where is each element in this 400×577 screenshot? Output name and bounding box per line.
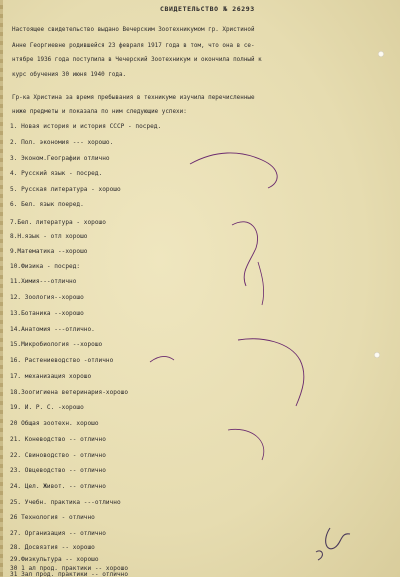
subject-line: 3. Эконом.Географии отлично: [10, 155, 110, 162]
pen-stroke: [258, 262, 264, 305]
pen-stroke: [232, 222, 258, 286]
intro-line: Настоящее свидетельство выдано Вечерским Зоотехникумом гр. Христиной: [12, 27, 255, 33]
intro-line: ниже предметы и показала по ним следующие успехи:: [12, 109, 187, 115]
subject-line: 15.Микробиология --хорошо: [10, 341, 103, 348]
intro-line: нтябре 1936 года поступила в Чечерский Зоотехникум и окончила полный к: [12, 57, 262, 63]
punch-hole: [378, 51, 384, 57]
subject-line: 1. Новая история и история СССР - посред.: [10, 123, 162, 130]
subject-line: 30 1 ал прод. практики -- хорошо: [10, 565, 129, 572]
pen-stroke: [150, 356, 174, 362]
subject-line: 17. механизация хорошо: [10, 373, 92, 380]
document-title: СВИДЕТЕЛЬСТВО № 26293: [160, 5, 255, 13]
subject-line: 31 Зал прод. практики -- отлично: [10, 571, 129, 577]
subject-line: 14.Анатомия ---отлично.: [10, 326, 95, 333]
subject-line: 20 Общая зоотехн. хорошо: [10, 420, 99, 427]
subject-line: 10.Физика - посред:: [10, 263, 81, 270]
subject-line: 9.Математика --хорошо: [10, 248, 88, 255]
subject-line: 24. Цел. Живот. -- отлично: [10, 483, 106, 490]
subject-line: 5. Русская литература - хорошо: [10, 186, 121, 193]
punch-hole: [374, 352, 380, 358]
subject-line: 26 Технология - отлично: [10, 514, 95, 521]
subject-line: 8.Н.язык - отл хорошо: [10, 233, 88, 240]
subject-line: 18.Зоогигиена ветеринария-хорошо: [10, 389, 129, 396]
pen-stroke: [190, 153, 277, 188]
subject-line: 25. Учебн. практика ---отлично: [10, 499, 121, 506]
torn-left-edge: [0, 0, 3, 577]
pen-stroke: [326, 528, 350, 549]
subject-line: 7.Бел. литература - хорошо: [10, 219, 106, 226]
subject-line: 23. Овцеводство -- отлично: [10, 467, 106, 474]
intro-line: курс обучения 30 июня 1940 года.: [12, 72, 127, 78]
subject-line: 12. Зоология--хорошо: [10, 294, 84, 301]
subject-line: 13.Ботаника --хорошо: [10, 310, 84, 317]
pen-stroke: [228, 429, 264, 460]
subject-line: 11.Химия---отлично: [10, 278, 77, 285]
subject-line: 28. Досвязтия -- хорошо: [10, 544, 95, 551]
pen-stroke: [316, 551, 322, 560]
subject-line: 2. Пол. экономия --- хорошо.: [10, 139, 114, 146]
subject-line: 19. И. Р. С. -хорошо: [10, 404, 84, 411]
subject-line: 27. Организация -- отлично: [10, 530, 106, 537]
subject-line: 6. Бел. язык поеред.: [10, 201, 84, 208]
subject-line: 21. Коневодство -- отлично: [10, 436, 106, 443]
subject-line: 16. Растениеводство -отлично: [10, 357, 114, 364]
subject-line: 4. Русский язык - посред.: [10, 170, 103, 177]
intro-line: Анне Георгиевне родившейся 23 февраля 1917 года в том, что она в се-: [12, 43, 255, 49]
intro-line: Гр-ка Христина за время пребывания в техникуме изучила перечисленные: [12, 95, 255, 101]
pen-stroke: [238, 339, 304, 406]
subject-line: 29.Физкультура -- хорошо: [10, 556, 99, 563]
subject-line: 22. Свиноводство - отлично: [10, 452, 106, 459]
